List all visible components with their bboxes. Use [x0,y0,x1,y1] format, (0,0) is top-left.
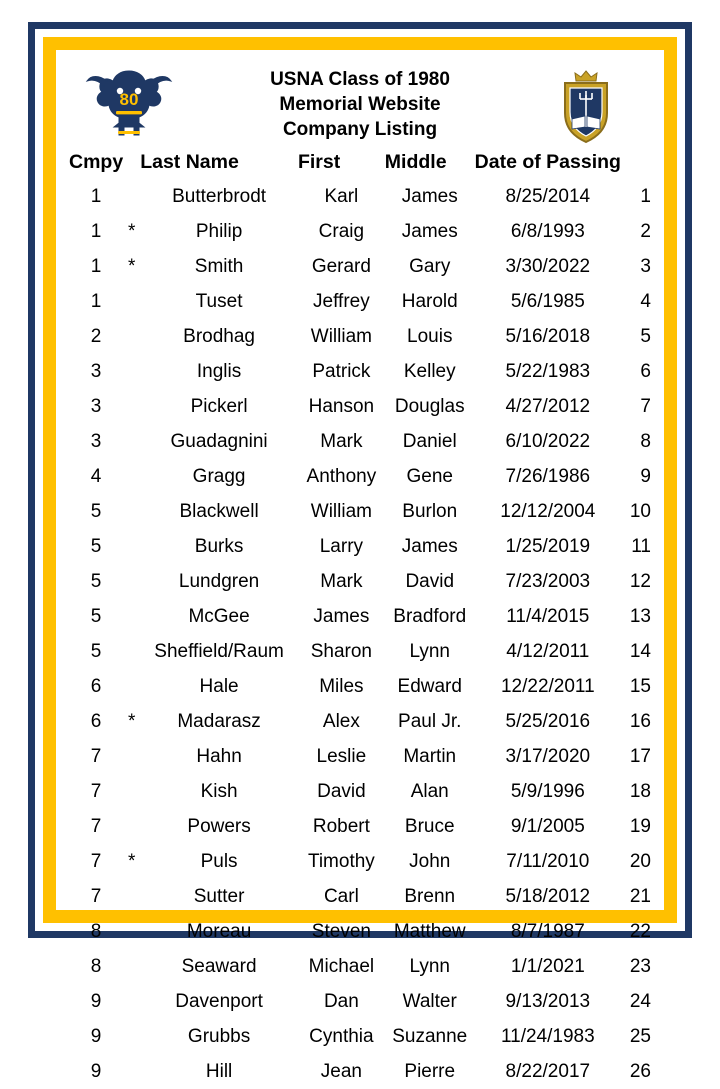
cell-date-of-passing: 11/24/1983 [500,1025,595,1047]
cell-star: * [127,850,136,872]
table-row [69,739,651,774]
cell-last-name: Pickerl [190,395,248,417]
cell-middle-name: Bradford [393,605,467,627]
table-row [69,704,651,739]
page-content [69,63,651,1082]
table-row [69,1054,651,1089]
cell-cmpy: 3 [90,360,102,382]
cell-date-of-passing: 7/26/1986 [505,465,591,487]
cell-star [123,564,140,599]
page-header [69,63,651,151]
column-header-last-name: Last Name [140,151,239,173]
cell-middle-name: David [405,570,455,592]
cell-last-name: Kish [200,780,238,802]
table-row [69,284,651,319]
cell-cmpy: 5 [90,535,102,557]
cell-middle-name: Lynn [409,640,450,662]
cell-first-name: Miles [319,675,364,697]
cell-middle-name: James [401,535,458,557]
cell-middle-name: James [401,220,458,242]
cell-star [123,739,140,774]
cell-star [123,354,140,389]
cell-index: 1 [640,185,651,207]
cell-first-name: Hanson [308,395,375,417]
cell-date-of-passing: 3/30/2022 [505,255,591,277]
cell-cmpy: 5 [90,500,102,522]
cell-middle-name: Pierre [404,1060,456,1082]
cell-date-of-passing: 7/23/2003 [505,570,591,592]
cell-index: 17 [629,745,651,767]
cell-first-name: William [310,325,372,347]
cell-cmpy: 9 [90,1025,102,1047]
cell-last-name: Tuset [195,290,243,312]
cell-index: 16 [629,710,651,732]
cell-date-of-passing: 5/25/2016 [505,710,591,732]
cell-middle-name: Kelley [403,360,456,382]
cell-first-name: Jeffrey [313,290,370,312]
cell-index: 11 [631,535,651,557]
cell-star [123,809,140,844]
cell-middle-name: Douglas [394,395,465,417]
cell-date-of-passing: 12/12/2004 [500,500,596,522]
cell-index: 26 [629,1060,651,1082]
cell-cmpy: 6 [90,710,102,732]
cell-first-name: Jean [320,1060,362,1082]
cell-middle-name: Matthew [393,920,466,942]
cell-first-name: Carl [323,885,359,907]
cell-star [123,1054,140,1089]
cell-star: * [127,220,136,242]
table-row [69,879,651,914]
cell-first-name: Anthony [306,465,377,487]
table-row [69,389,651,424]
cell-date-of-passing: 8/7/1987 [510,920,585,942]
table-row [69,564,651,599]
cell-cmpy: 5 [90,640,102,662]
cell-first-name: Robert [312,815,370,837]
cell-middle-name: Gary [409,255,451,277]
cell-index: 5 [640,325,651,347]
cell-index: 13 [629,605,651,627]
table-row [69,984,651,1019]
cell-star [123,529,140,564]
table-row [69,844,651,879]
cell-index: 2 [640,220,651,242]
cell-first-name: James [313,605,370,627]
table-row [69,949,651,984]
usna-academy-seal-icon [555,69,617,145]
column-header-middle: Middle [384,151,447,173]
table-row [69,1019,651,1054]
column-header-star [123,151,140,179]
cell-middle-name: Alan [410,780,449,802]
cell-cmpy: 1 [90,220,102,242]
cell-star [123,914,140,949]
table-row [69,179,651,214]
cell-cmpy: 9 [90,1060,102,1082]
title-line-3: Company Listing [282,119,438,140]
cell-first-name: Alex [322,710,360,732]
table-row [69,214,651,249]
column-header-date-of-passing: Date of Passing [474,151,621,173]
cell-cmpy: 4 [90,465,102,487]
cell-date-of-passing: 5/6/1985 [510,290,585,312]
cell-index: 3 [640,255,651,277]
table-row [69,249,651,284]
cell-middle-name: Gene [406,465,453,487]
column-header-index [621,151,651,179]
svg-text:80: 80 [119,90,139,109]
cell-cmpy: 8 [90,955,102,977]
cell-date-of-passing: 9/1/2005 [510,815,585,837]
cell-cmpy: 1 [90,255,102,277]
cell-star [123,774,140,809]
cell-middle-name: Bruce [404,815,455,837]
cell-cmpy: 7 [90,780,102,802]
cell-first-name: Mark [320,430,363,452]
cell-star [123,459,140,494]
cell-date-of-passing: 8/25/2014 [505,185,591,207]
cell-first-name: Gerard [311,255,371,277]
cell-date-of-passing: 12/22/2011 [500,675,595,697]
cell-last-name: Sutter [193,885,245,907]
table-row [69,599,651,634]
cell-cmpy: 7 [90,850,102,872]
cell-last-name: Lundgren [178,570,260,592]
cell-date-of-passing: 9/13/2013 [505,990,591,1012]
cell-star [123,634,140,669]
cell-middle-name: Daniel [402,430,457,452]
cell-middle-name: John [409,850,451,872]
cell-date-of-passing: 4/27/2012 [505,395,591,417]
table-row [69,809,651,844]
cell-last-name: Hill [205,1060,233,1082]
cell-date-of-passing: 5/18/2012 [505,885,591,907]
cell-index: 6 [640,360,651,382]
cell-middle-name: James [401,185,458,207]
cell-middle-name: Louis [407,325,453,347]
table-row [69,424,651,459]
cell-last-name: Philip [195,220,243,242]
cell-date-of-passing: 5/9/1996 [510,780,585,802]
cell-date-of-passing: 6/8/1993 [510,220,585,242]
cell-star [123,179,140,214]
cell-middle-name: Martin [403,745,457,767]
cell-last-name: Grubbs [187,1025,251,1047]
cell-last-name: Smith [194,255,244,277]
cell-index: 14 [629,640,651,662]
cell-index: 18 [629,780,651,802]
cell-last-name: Hahn [196,745,242,767]
cell-middle-name: Lynn [409,955,450,977]
cell-middle-name: Edward [397,675,462,697]
cell-date-of-passing: 4/12/2011 [506,640,590,662]
cell-index: 9 [640,465,651,487]
cell-cmpy: 3 [90,395,102,417]
cell-date-of-passing: 5/22/1983 [505,360,591,382]
cell-star [123,949,140,984]
gold-border-frame [43,37,677,1082]
cell-cmpy: 5 [90,605,102,627]
cell-last-name: Inglis [196,360,242,382]
table-row [69,774,651,809]
cell-last-name: Gragg [192,465,246,487]
cell-first-name: Dan [323,990,359,1012]
cell-middle-name: Burlon [402,500,458,522]
cell-middle-name: Walter [402,990,457,1012]
cell-last-name: Moreau [186,920,252,942]
cell-cmpy: 7 [90,745,102,767]
cell-star [123,984,140,1019]
cell-last-name: Powers [187,815,251,837]
column-header-cmpy: Cmpy [69,151,124,173]
cell-date-of-passing: 6/10/2022 [505,430,591,452]
cell-last-name: Burks [194,535,244,557]
cell-last-name: Puls [200,850,238,872]
cell-index: 15 [629,675,651,697]
cell-cmpy: 7 [90,885,102,907]
cell-date-of-passing: 3/17/2020 [505,745,591,767]
cell-cmpy: 5 [90,570,102,592]
cell-star: * [127,255,136,277]
cell-last-name: McGee [188,605,250,627]
cell-star [123,389,140,424]
cell-last-name: Brodhag [183,325,255,347]
cell-date-of-passing: 5/16/2018 [505,325,591,347]
cell-cmpy: 8 [90,920,102,942]
cell-index: 23 [629,955,651,977]
cell-index: 10 [629,500,651,522]
cell-index: 21 [629,885,651,907]
table-body [69,179,651,1089]
cell-last-name: Guadagnini [170,430,268,452]
cell-date-of-passing: 7/11/2010 [506,850,590,872]
cell-first-name: Craig [318,220,365,242]
cell-last-name: Butterbrodt [172,185,267,207]
company-listing-table [69,151,651,1089]
cell-first-name: Mark [320,570,363,592]
cell-index: 7 [640,395,651,417]
table-row [69,529,651,564]
cell-first-name: William [310,500,372,522]
table-row [69,669,651,704]
cell-middle-name: Paul Jr. [398,710,462,732]
cell-first-name: Cynthia [309,1025,374,1047]
cell-first-name: Karl [324,185,359,207]
cell-last-name: Davenport [175,990,263,1012]
cell-cmpy: 2 [90,325,102,347]
cell-last-name: Seaward [181,955,257,977]
cell-cmpy: 1 [90,290,102,312]
cell-index: 8 [640,430,651,452]
cell-last-name: Blackwell [179,500,259,522]
cell-date-of-passing: 8/22/2017 [505,1060,591,1082]
cell-date-of-passing: 11/4/2015 [506,605,590,627]
table-header-row [69,151,651,179]
table-row [69,634,651,669]
table-row [69,354,651,389]
column-header-first: First [297,151,341,173]
cell-star [123,1019,140,1054]
title-line-2: Memorial Website [279,94,441,115]
cell-middle-name: Brenn [404,885,456,907]
cell-star: * [127,710,136,732]
table-row [69,494,651,529]
cell-star [123,599,140,634]
table-row [69,319,651,354]
cell-index: 4 [640,290,651,312]
cell-date-of-passing: 1/1/2021 [510,955,585,977]
cell-index: 25 [629,1025,651,1047]
cell-date-of-passing: 1/25/2019 [505,535,591,557]
cell-first-name: Larry [319,535,364,557]
cell-cmpy: 9 [90,990,102,1012]
cell-star [123,879,140,914]
cell-cmpy: 7 [90,815,102,837]
cell-index: 19 [629,815,651,837]
cell-star [123,669,140,704]
cell-cmpy: 6 [90,675,102,697]
cell-last-name: Hale [199,675,239,697]
cell-first-name: Steven [311,920,371,942]
cell-last-name: Sheffield/Raum [154,640,284,662]
cell-index: 20 [629,850,651,872]
cell-first-name: Michael [308,955,375,977]
cell-last-name: Madarasz [177,710,261,732]
cell-first-name: Patrick [312,360,371,382]
cell-middle-name: Suzanne [392,1025,468,1047]
cell-first-name: Sharon [310,640,373,662]
cell-index: 22 [629,920,651,942]
cell-index: 24 [629,990,651,1012]
table-row [69,459,651,494]
cell-index: 12 [629,570,651,592]
navy-border-frame [28,22,692,1082]
table-row [69,914,651,949]
cell-cmpy: 1 [90,185,102,207]
cell-cmpy: 3 [90,430,102,452]
cell-star [123,494,140,529]
cell-first-name: Timothy [307,850,375,872]
cell-middle-name: Harold [401,290,458,312]
title-line-1: USNA Class of 1980 [270,69,450,90]
cell-first-name: David [317,780,366,802]
cell-star [123,424,140,459]
cell-star [123,284,140,319]
cell-first-name: Leslie [316,745,367,767]
cell-star [123,319,140,354]
